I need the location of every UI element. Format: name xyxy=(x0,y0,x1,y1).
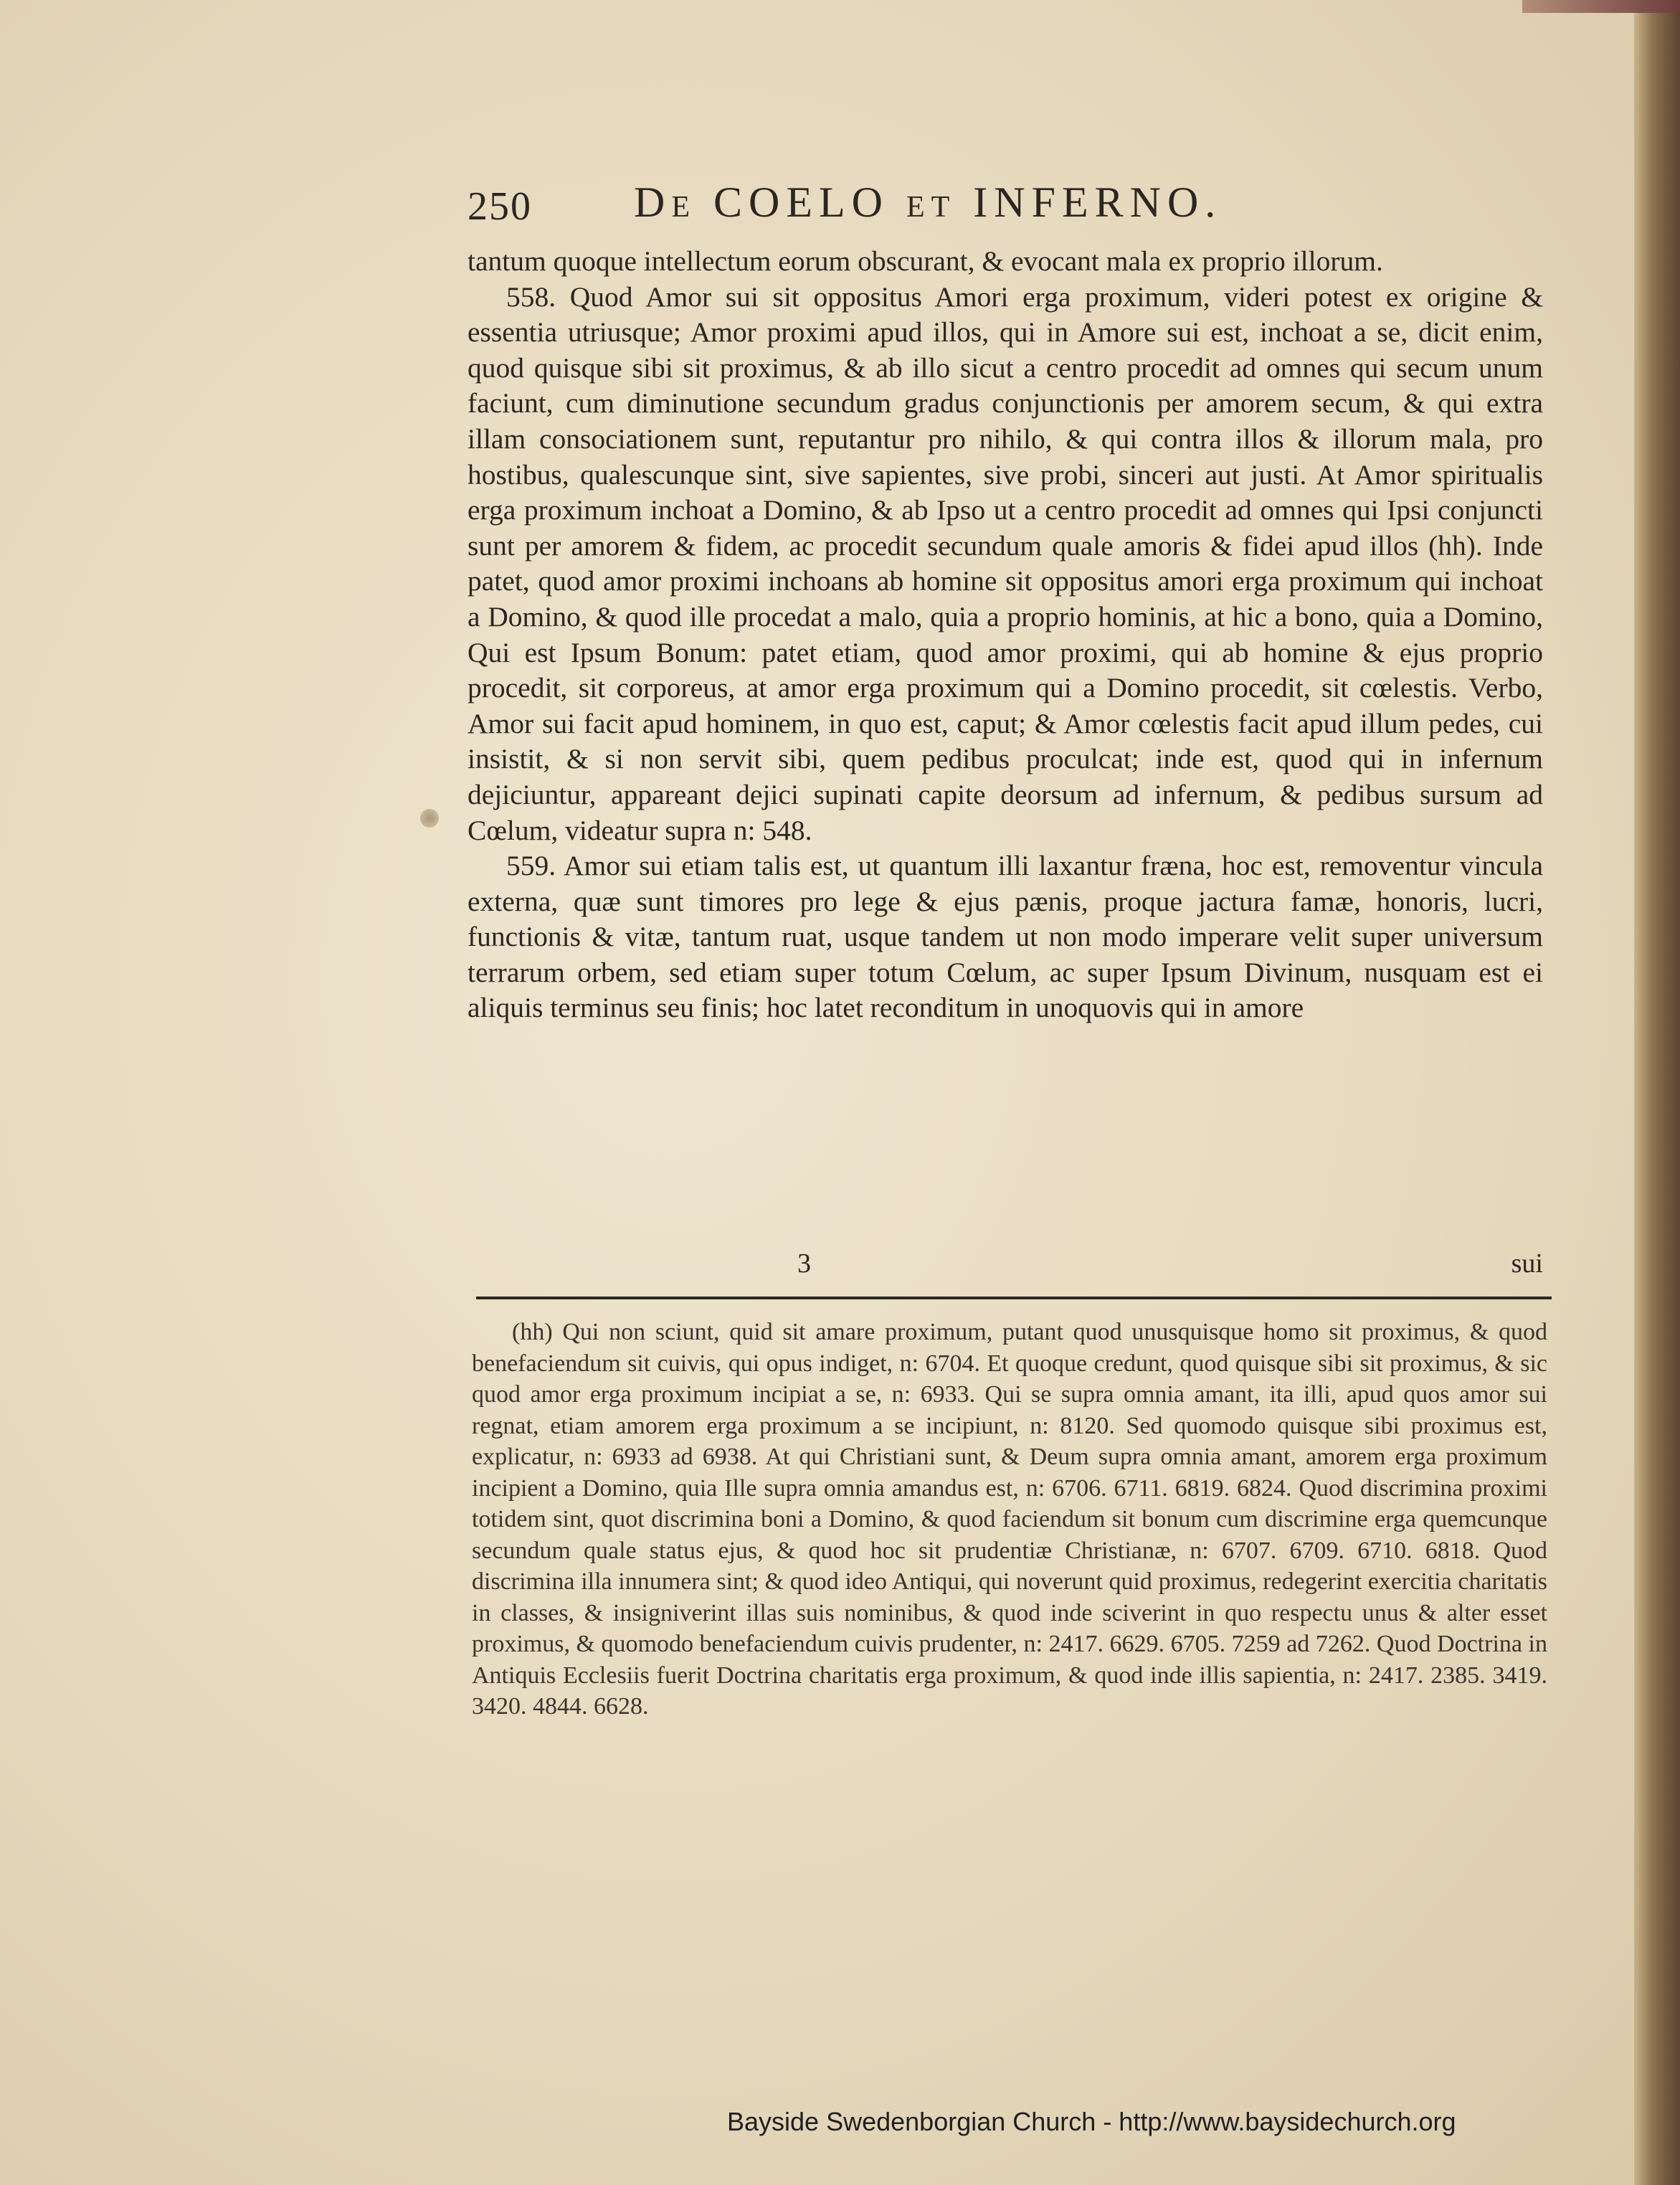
page-header xyxy=(468,178,1392,235)
paragraph-558: 558. Quod Amor sui sit oppositus Amori erga proximum, videri potest ex origine & essentia utriusque; Amor proximi apud illos, qui in Amore sui est, inchoat a se, dicit enim, quod quisque sibi sit proximus, & ab illo sicut a centro procedit ad omnes qui secum unum faciunt, cum diminutione secundum gradus conjunctionis per amorem secum, & qui extra illam consociationem sunt, reputantur pro nihilo, & qui contra illos & illorum mala, pro hostibus, qualescunque sint, sive sapientes, sive probi, sinceri aut justi. At Amor spiritualis erga proximum inchoat a Domino, & ab Ipso ut a centro procedit ad omnes qui Ipsi conjuncti sunt per amorem & fidem, ac procedit secundum quale amoris & fidei apud illos (hh). Inde patet, quod amor proximi inchoans ab homine sit oppositus amori erga proximum qui inchoat a Domino, & quod ille procedat a malo, quia a proprio hominis, at hic a bono, quia a Domino, Qui est Ipsum Bonum: patet etiam, quod amor proximi, qui ab homine & ejus proprio procedit, sit corporeus, at amor erga proximum qui a Domino procedit, sit cœlestis. Verbo, Amor sui facit apud hominem, in quo est, caput; & Amor cœlestis facit apud illum pedes, cui insistit, & si non servit sibi, quem pedibus proculcat; inde est, quod qui in infernum dejiciuntur, appareant dejici supinati capite deorsum ad infernum, & pedibus sursum ad Cœlum, videatur supra n: 548. xyxy=(468,280,1543,846)
book-spine-edge xyxy=(1634,0,1680,2185)
signature-mark: 3 xyxy=(797,1248,811,1279)
watermark-caption: Bayside Swedenborgian Church - http://www.baysidechurch.org xyxy=(727,2107,1456,2136)
paragraph-559: 559. Amor sui etiam talis est, ut quantum illi laxantur fræna, hoc est, removentur vincula externa, quæ sunt timores pro lege & ejus pænis, proque jactura famæ, honoris, lucri, functionis & vitæ, tantum ruat, usque tandem ut non modo imperare velit super universum terrarum orbem, sed etiam super totum Cœlum, ac super Ipsum Divinum, nusquam est ei aliquis terminus seu finis; hoc latet reconditum in unoquovis qui in amore xyxy=(468,850,1543,1024)
signature-line xyxy=(468,1248,1543,1284)
catchword: sui xyxy=(1511,1248,1543,1279)
running-title: De COELO et INFERNO. xyxy=(634,179,1223,226)
page-number: 250 xyxy=(468,184,532,229)
binding-edge xyxy=(1522,0,1680,13)
main-text xyxy=(468,244,1543,1026)
paper-blemish xyxy=(420,809,439,828)
paragraph-continuation: tantum quoque intellectum eorum obscurant, & evocant mala ex proprio illorum. xyxy=(468,245,1383,277)
footnote-rule xyxy=(476,1297,1552,1299)
footnote xyxy=(472,1317,1547,1722)
footnote-hh: (hh) Qui non sciunt, quid sit amare proximum, putant quod unusquisque homo sit proximus, & quod benefaciendum sit cuivis, qui opus indiget, n: 6704. Et quoque credunt, quod quisque sibi sit proximus, & sic quod amor erga proximum incipiat a se, n: 6933. Qui se supra omnia amant, ita illi, apud quos amor sui regnat, etiam amorem erga proximum a se incipiunt, n: 8120. Sed quomodo quisque sibi proximus est, explicatur, n: 6933 ad 6938. At qui Christiani sunt, & Deum supra omnia amant, amorem erga proximum incipient a Domino, quia Ille supra omnia amandus est, n: 6706. 6711. 6819. 6824. Quod discrimina proximi totidem sint, quot discrimina boni a Domino, & quod faciendum sit bonum cum discrimine erga quemcunque secundum quale status ejus, & quod hoc sit prudentiæ Christianæ, n: 6707. 6709. 6710. 6818. Quod discrimina illa innumera sint; & quod ideo Antiqui, qui noverunt quid proximus, redegerint exercitia charitatis in classes, & insigniverint illas suis nominibus, & quod inde sciverint in quo respectu unus & alter esset proximus, & quomodo benefaciendum cuivis prudenter, n: 2417. 6629. 6705. 7259 ad 7262. Quod Doctrina in Antiquis Ecclesiis fuerit Doctrina charitatis erga proximum, & quod inde illis sapientia, n: 2417. 2385. 3419. 3420. 4844. 6628. xyxy=(472,1319,1547,1720)
